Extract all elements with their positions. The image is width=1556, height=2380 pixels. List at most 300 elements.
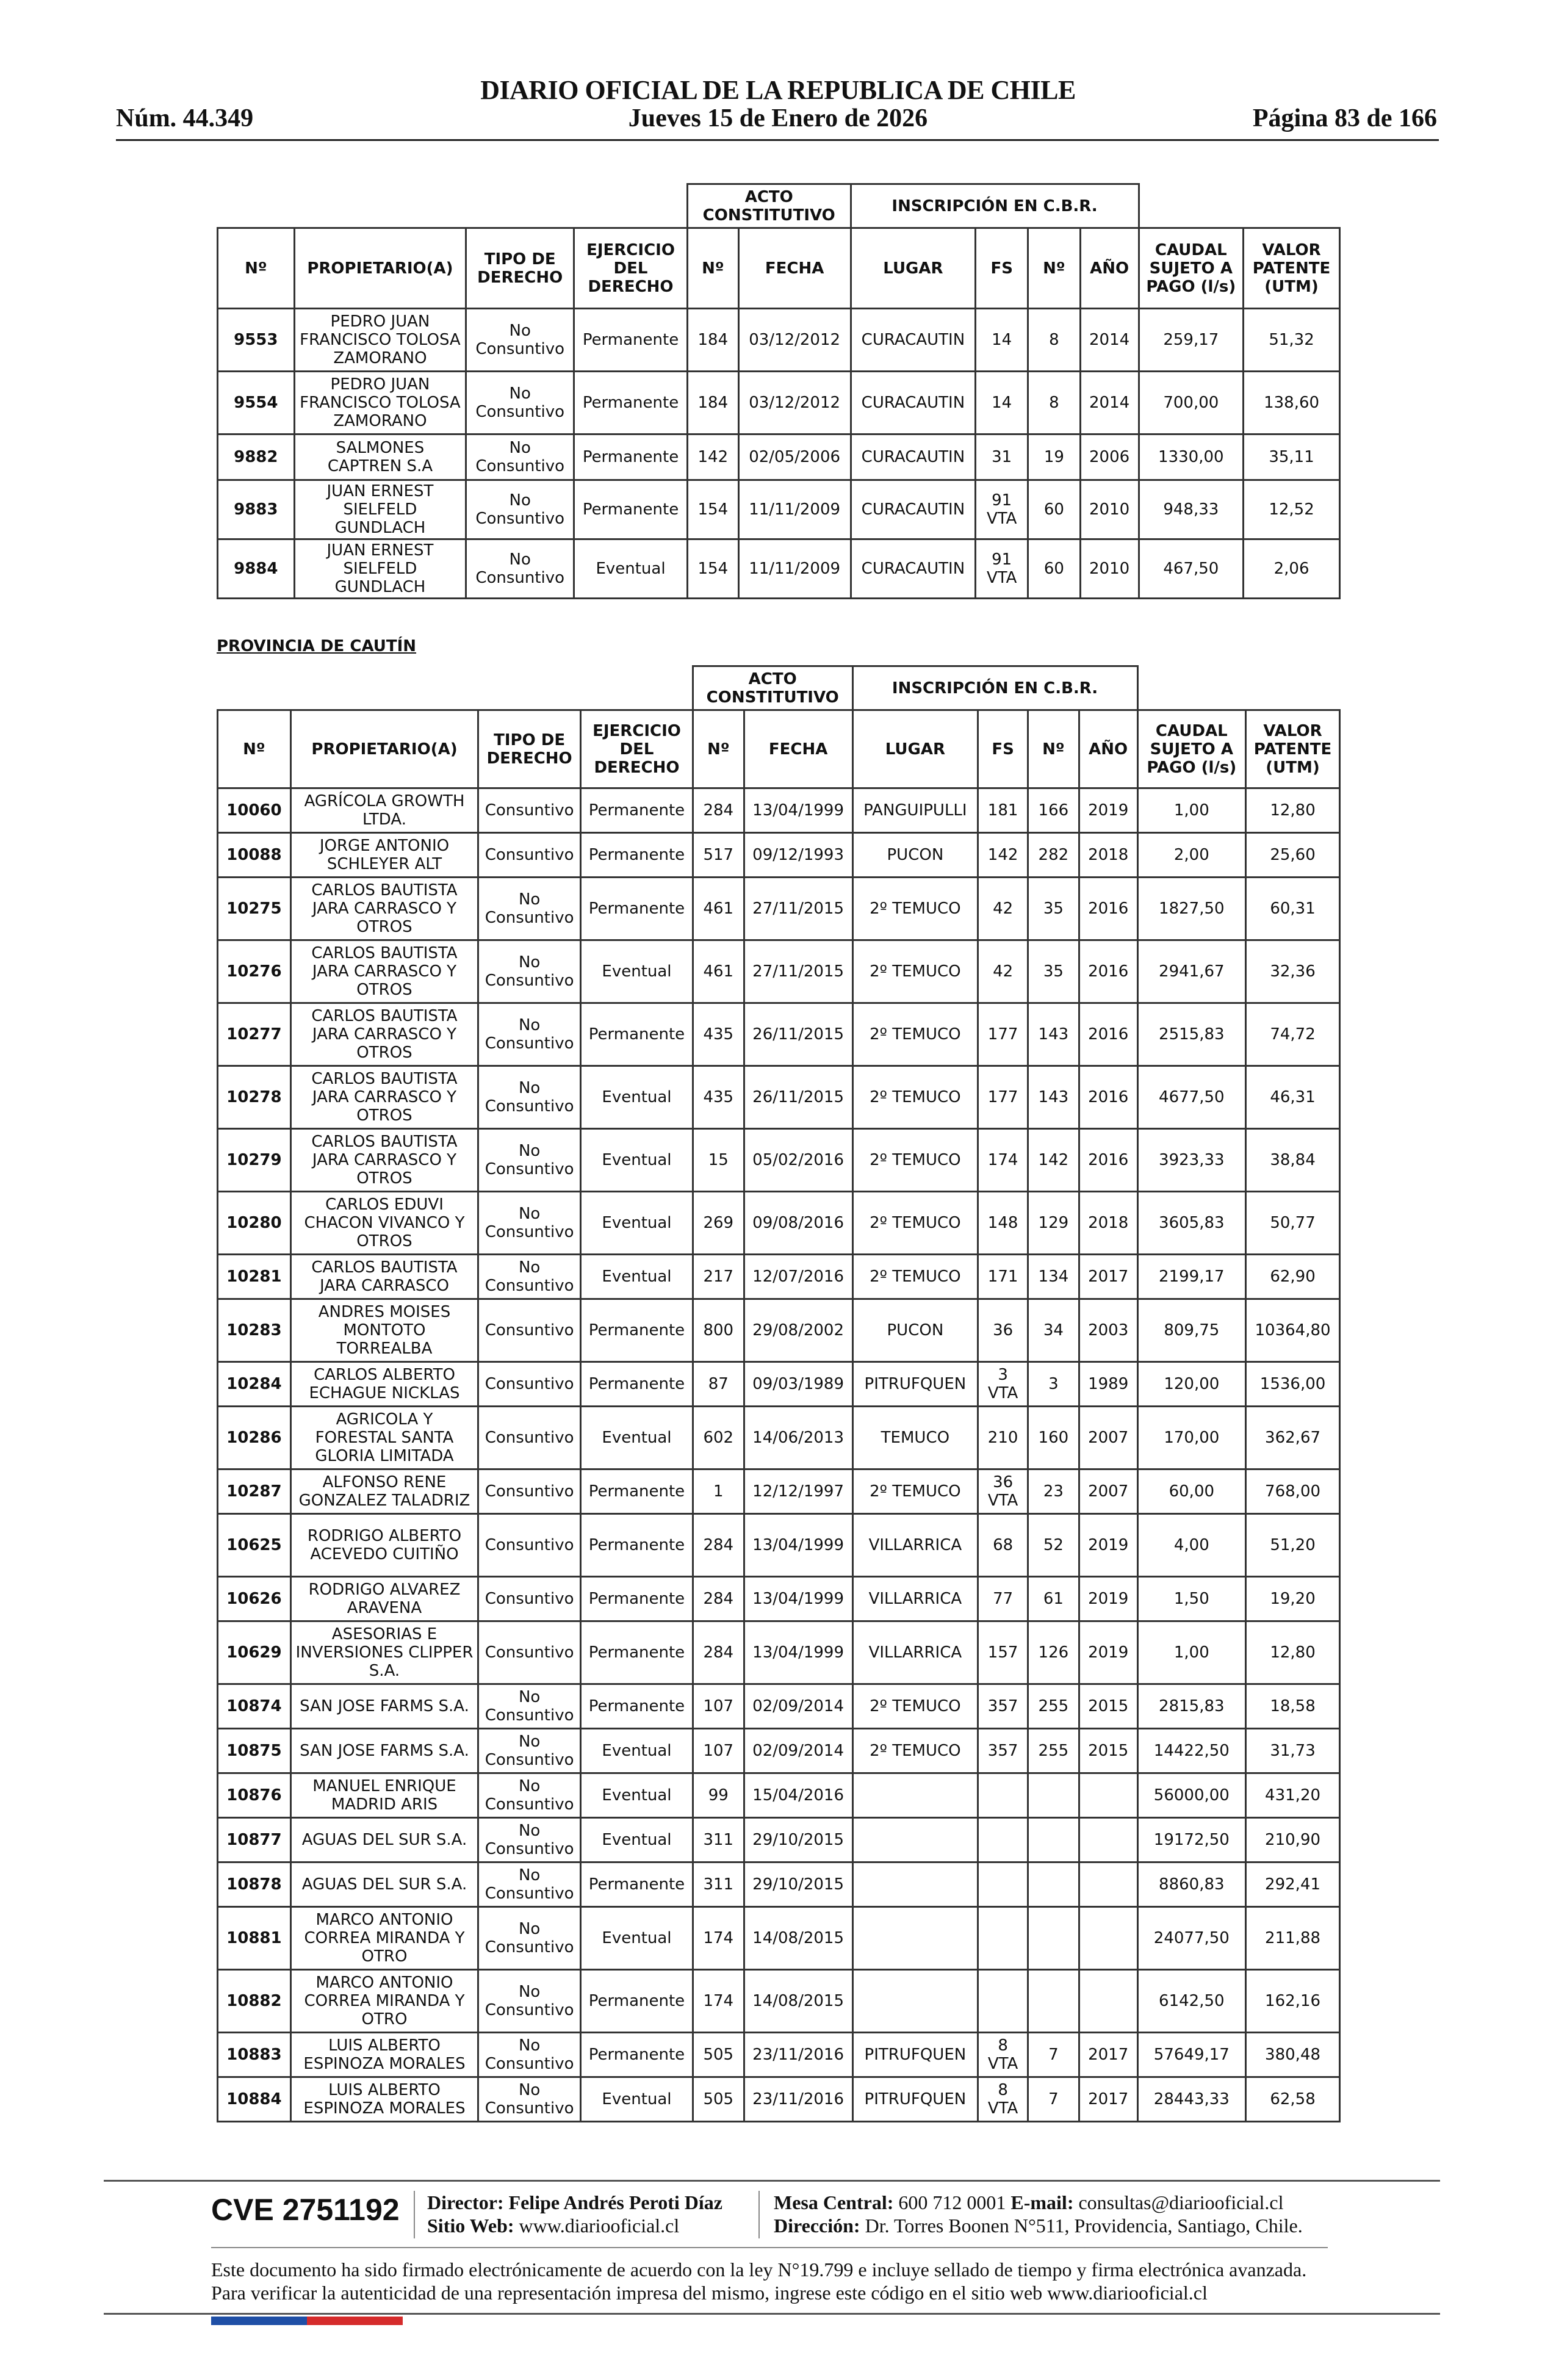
cell-fs (978, 1773, 1028, 1818)
table-row (218, 2033, 1340, 2077)
table-row (218, 1818, 1340, 1863)
cell-year: 2014 (1080, 309, 1139, 372)
cell-fs: 91 VTA (976, 539, 1028, 599)
cell-value: 362,67 (1246, 1407, 1340, 1469)
cell-n: 10878 (218, 1863, 291, 1907)
header-inscr-n: Nº (1028, 228, 1081, 309)
cell-act-n: 311 (693, 1863, 744, 1907)
cell-value: 431,20 (1246, 1773, 1340, 1818)
cell-date: 09/03/1989 (744, 1362, 852, 1407)
cell-type: No Consuntivo (478, 1255, 581, 1299)
cell-inscr-n: 35 (1028, 878, 1079, 940)
cell-fs: 357 (978, 1729, 1028, 1773)
cell-place: 2º TEMUCO (852, 1129, 978, 1192)
cell-type: No Consuntivo (466, 480, 574, 539)
cell-type: Consuntivo (478, 1362, 581, 1407)
cell-inscr-n: 60 (1028, 539, 1081, 599)
cell-value: 380,48 (1246, 2033, 1340, 2077)
legal-notice: Este documento ha sido firmado electrónicamente de acuerdo con la ley N°19.799 e incluye sellado de tiempo y firma electrónica avanzada. Para verificar la autenticidad de una representación impresa del mismo, ingrese este código en el sitio web www.diariooficial.cl (211, 2259, 1307, 2304)
cell-flow: 467,50 (1139, 539, 1244, 599)
address-text: Dr. Torres Boonen N°511, Providencia, Santiago, Chile. (865, 2215, 1303, 2237)
address-label: Dirección: (774, 2215, 860, 2237)
header-act-n: Nº (693, 710, 744, 788)
header-date: FECHA (738, 228, 851, 309)
cell-value: 210,90 (1246, 1818, 1340, 1863)
cell-place: VILLARRICA (852, 1514, 978, 1577)
cell-flow: 2815,83 (1137, 1684, 1246, 1729)
cell-inscr-n: 142 (1028, 1129, 1079, 1192)
cell-value: 162,16 (1246, 1970, 1340, 2033)
cell-flow: 1,00 (1137, 1621, 1246, 1684)
cell-owner: CARLOS EDUVI CHACON VIVANCO Y OTROS (290, 1192, 478, 1255)
header-value: VALOR PATENTE (UTM) (1246, 710, 1340, 788)
cell-n: 10275 (218, 878, 291, 940)
water-rights-table-2 (217, 665, 1341, 2122)
cell-act-n: 99 (693, 1773, 744, 1818)
cell-n: 9883 (218, 480, 295, 539)
cell-n: 10626 (218, 1577, 291, 1621)
cell-type: Consuntivo (478, 833, 581, 878)
cell-fs (978, 1970, 1028, 2033)
cell-flow: 24077,50 (1137, 1907, 1246, 1970)
cell-type: No Consuntivo (466, 435, 574, 480)
header-year: AÑO (1079, 710, 1137, 788)
cell-act-n: 435 (693, 1066, 744, 1129)
header-owner: PROPIETARIO(A) (290, 710, 478, 788)
table-row (218, 1684, 1340, 1729)
cell-exercise: Eventual (581, 1407, 693, 1469)
cell-act-n: 284 (693, 1577, 744, 1621)
cell-date: 03/12/2012 (738, 309, 851, 372)
cell-flow: 809,75 (1137, 1299, 1246, 1362)
cell-exercise: Permanente (581, 1684, 693, 1729)
cell-n: 10280 (218, 1192, 291, 1255)
cell-n: 10877 (218, 1818, 291, 1863)
cell-type: Consuntivo (478, 1299, 581, 1362)
cell-act-n: 505 (693, 2033, 744, 2077)
table-row (218, 1066, 1340, 1129)
cell-place: PITRUFQUEN (852, 1362, 978, 1407)
cell-fs: 31 (976, 435, 1028, 480)
cell-date: 14/08/2015 (744, 1970, 852, 2033)
cell-inscr-n: 8 (1028, 372, 1081, 435)
cell-date: 05/02/2016 (744, 1129, 852, 1192)
cell-value: 50,77 (1246, 1192, 1340, 1255)
cell-place: 2º TEMUCO (852, 1003, 978, 1066)
cell-year: 2019 (1079, 788, 1137, 833)
cell-fs: 36 (978, 1299, 1028, 1362)
cell-year (1079, 1818, 1137, 1863)
cell-type: Consuntivo (478, 1407, 581, 1469)
cell-owner: JUAN ERNEST SIELFELD GUNDLACH (294, 539, 466, 599)
table-row (218, 1255, 1340, 1299)
cell-year: 2010 (1080, 539, 1139, 599)
cell-place: PUCON (852, 833, 978, 878)
cell-value: 18,58 (1246, 1684, 1340, 1729)
cell-inscr-n (1028, 1818, 1079, 1863)
cell-date: 29/10/2015 (744, 1818, 852, 1863)
cell-year: 2016 (1079, 940, 1137, 1003)
cell-owner: ALFONSO RENE GONZALEZ TALADRIZ (290, 1469, 478, 1514)
cell-owner: JUAN ERNEST SIELFELD GUNDLACH (294, 480, 466, 539)
cell-owner: CARLOS BAUTISTA JARA CARRASCO Y OTROS (290, 1129, 478, 1192)
cell-flow: 120,00 (1137, 1362, 1246, 1407)
cell-year: 2018 (1079, 1192, 1137, 1255)
footer-separator-2 (758, 2191, 760, 2238)
table-row (218, 1729, 1340, 1773)
header-fs: FS (976, 228, 1028, 309)
cell-type: No Consuntivo (478, 2077, 581, 2122)
cell-exercise: Eventual (581, 940, 693, 1003)
cell-flow: 19172,50 (1137, 1818, 1246, 1863)
table-row (218, 833, 1340, 878)
table-row (218, 480, 1340, 539)
cell-fs: 8 VTA (978, 2033, 1028, 2077)
cell-place: CURACAUTIN (851, 480, 976, 539)
cell-flow: 2,00 (1137, 833, 1246, 878)
cell-type: Consuntivo (478, 788, 581, 833)
header-date: FECHA (744, 710, 852, 788)
cell-inscr-n: 35 (1028, 940, 1079, 1003)
cell-date: 29/08/2002 (744, 1299, 852, 1362)
cell-flow: 2515,83 (1137, 1003, 1246, 1066)
cell-fs: 171 (978, 1255, 1028, 1299)
cell-n: 9884 (218, 539, 295, 599)
cell-date: 23/11/2016 (744, 2077, 852, 2122)
cell-place: PITRUFQUEN (852, 2033, 978, 2077)
cell-exercise: Permanente (581, 1469, 693, 1514)
cell-act-n: 107 (693, 1684, 744, 1729)
cell-n: 10884 (218, 2077, 291, 2122)
cell-value: 62,58 (1246, 2077, 1340, 2122)
header-divider (116, 139, 1439, 141)
cell-flow: 28443,33 (1137, 2077, 1246, 2122)
cell-inscr-n: 19 (1028, 435, 1081, 480)
cell-exercise: Eventual (581, 1129, 693, 1192)
cell-inscr-n: 166 (1028, 788, 1079, 833)
cell-owner: SALMONES CAPTREN S.A (294, 435, 466, 480)
cell-act-n: 505 (693, 2077, 744, 2122)
cell-n: 10283 (218, 1299, 291, 1362)
cell-act-n: 311 (693, 1818, 744, 1863)
cell-exercise: Eventual (581, 1818, 693, 1863)
cell-type: Consuntivo (478, 1469, 581, 1514)
cell-date: 14/06/2013 (744, 1407, 852, 1469)
page-number: Página 83 de 166 (1252, 104, 1437, 132)
cell-exercise: Permanente (574, 309, 688, 372)
cell-date: 27/11/2015 (744, 878, 852, 940)
cell-flow: 1,00 (1137, 788, 1246, 833)
cell-inscr-n: 34 (1028, 1299, 1079, 1362)
cell-fs: 14 (976, 372, 1028, 435)
cve-code: CVE 2751192 (211, 2193, 400, 2227)
cell-exercise: Permanente (581, 1362, 693, 1407)
cell-fs: 142 (978, 833, 1028, 878)
cell-value: 35,11 (1244, 435, 1340, 480)
footer-mesa-line (774, 2191, 1284, 2214)
cell-value: 12,80 (1246, 788, 1340, 833)
footer-separator-1 (414, 2191, 415, 2238)
cell-type: No Consuntivo (478, 940, 581, 1003)
table-row (218, 1773, 1340, 1818)
cell-owner: CARLOS BAUTISTA JARA CARRASCO Y OTROS (290, 940, 478, 1003)
cell-n: 10284 (218, 1362, 291, 1407)
cell-inscr-n: 255 (1028, 1684, 1079, 1729)
cell-act-n: 142 (687, 435, 738, 480)
cell-flow: 8860,83 (1137, 1863, 1246, 1907)
cell-fs: 77 (978, 1577, 1028, 1621)
cell-place: CURACAUTIN (851, 435, 976, 480)
cell-n: 10277 (218, 1003, 291, 1066)
header-acto-constitutivo: ACTO CONSTITUTIVO (693, 666, 852, 710)
cell-act-n: 800 (693, 1299, 744, 1362)
cell-date: 11/11/2009 (738, 539, 851, 599)
cell-place: 2º TEMUCO (852, 1192, 978, 1255)
table-row (218, 1469, 1340, 1514)
cell-owner: MARCO ANTONIO CORREA MIRANDA Y OTRO (290, 1907, 478, 1970)
cell-n: 9553 (218, 309, 295, 372)
table-row (218, 539, 1340, 599)
cell-n: 10875 (218, 1729, 291, 1773)
cell-date: 26/11/2015 (744, 1066, 852, 1129)
footer-web-line (427, 2214, 679, 2237)
cell-exercise: Permanente (581, 1863, 693, 1907)
cell-inscr-n: 143 (1028, 1066, 1079, 1129)
cell-inscr-n: 160 (1028, 1407, 1079, 1469)
header-acto-constitutivo: ACTO CONSTITUTIVO (687, 184, 851, 228)
cell-act-n: 602 (693, 1407, 744, 1469)
table-row (218, 1514, 1340, 1577)
cell-act-n: 217 (693, 1255, 744, 1299)
web-link[interactable]: www.diariooficial.cl (519, 2215, 680, 2237)
cell-flow: 2941,67 (1137, 940, 1246, 1003)
water-rights-table-1 (217, 183, 1341, 599)
table-row (218, 940, 1340, 1003)
cell-value: 19,20 (1246, 1577, 1340, 1621)
cell-year: 2018 (1079, 833, 1137, 878)
cell-year: 2006 (1080, 435, 1139, 480)
cell-place: CURACAUTIN (851, 539, 976, 599)
header-value: VALOR PATENTE (UTM) (1244, 228, 1340, 309)
table-row (218, 1970, 1340, 2033)
cell-year (1079, 1773, 1137, 1818)
cell-place (852, 1818, 978, 1863)
cell-exercise: Permanente (581, 1003, 693, 1066)
cell-place: 2º TEMUCO (852, 878, 978, 940)
cell-year: 2015 (1079, 1684, 1137, 1729)
cell-fs: 177 (978, 1003, 1028, 1066)
cell-type: No Consuntivo (466, 539, 574, 599)
issue-date: Jueves 15 de Enero de 2026 (628, 104, 928, 132)
cell-act-n: 87 (693, 1362, 744, 1407)
cell-fs: 181 (978, 788, 1028, 833)
cell-exercise: Eventual (581, 2077, 693, 2122)
cell-inscr-n: 134 (1028, 1255, 1079, 1299)
cell-act-n: 435 (693, 1003, 744, 1066)
cell-value: 62,90 (1246, 1255, 1340, 1299)
cell-value: 60,31 (1246, 878, 1340, 940)
cell-inscr-n: 3 (1028, 1362, 1079, 1407)
cell-inscr-n: 61 (1028, 1577, 1079, 1621)
cell-inscr-n: 282 (1028, 833, 1079, 878)
cell-type: No Consuntivo (478, 2033, 581, 2077)
cell-fs: 42 (978, 940, 1028, 1003)
cell-n: 10882 (218, 1970, 291, 2033)
cell-act-n: 284 (693, 1514, 744, 1577)
table-row (218, 1863, 1340, 1907)
header-place: LUGAR (851, 228, 976, 309)
header-year: AÑO (1080, 228, 1139, 309)
cell-flow: 60,00 (1137, 1469, 1246, 1514)
cell-type: No Consuntivo (478, 1192, 581, 1255)
cell-year: 2017 (1079, 2077, 1137, 2122)
cell-place: 2º TEMUCO (852, 1469, 978, 1514)
cell-inscr-n: 23 (1028, 1469, 1079, 1514)
cell-owner: JORGE ANTONIO SCHLEYER ALT (290, 833, 478, 878)
cell-type: No Consuntivo (478, 1818, 581, 1863)
cell-owner: AGUAS DEL SUR S.A. (290, 1818, 478, 1863)
cell-n: 10287 (218, 1469, 291, 1514)
cell-act-n: 284 (693, 1621, 744, 1684)
header-inscripcion-cbr: INSCRIPCIÓN EN C.B.R. (852, 666, 1137, 710)
cell-place (852, 1863, 978, 1907)
cell-type: No Consuntivo (478, 1729, 581, 1773)
cell-place: 2º TEMUCO (852, 1066, 978, 1129)
cell-year: 2016 (1079, 1066, 1137, 1129)
table-row (218, 1299, 1340, 1362)
cell-inscr-n: 52 (1028, 1514, 1079, 1577)
cell-act-n: 461 (693, 878, 744, 940)
footer-director-line (427, 2191, 722, 2214)
cell-act-n: 15 (693, 1129, 744, 1192)
cell-act-n: 461 (693, 940, 744, 1003)
cell-n: 10281 (218, 1255, 291, 1299)
cell-exercise: Eventual (581, 1255, 693, 1299)
cell-type: Consuntivo (478, 1577, 581, 1621)
cell-flow: 4677,50 (1137, 1066, 1246, 1129)
cell-owner: CARLOS BAUTISTA JARA CARRASCO Y OTROS (290, 878, 478, 940)
issue-number: Núm. 44.349 (116, 104, 254, 132)
cell-place: VILLARRICA (852, 1577, 978, 1621)
cell-flow: 170,00 (1137, 1407, 1246, 1469)
cell-flow: 3605,83 (1137, 1192, 1246, 1255)
cell-year: 2019 (1079, 1621, 1137, 1684)
cell-exercise: Eventual (581, 1907, 693, 1970)
cell-fs: 36 VTA (978, 1469, 1028, 1514)
cell-flow: 259,17 (1139, 309, 1244, 372)
cell-value: 12,80 (1246, 1621, 1340, 1684)
cell-year: 1989 (1079, 1362, 1137, 1407)
table-row (218, 1192, 1340, 1255)
cell-place: 2º TEMUCO (852, 1729, 978, 1773)
cell-fs: 8 VTA (978, 2077, 1028, 2122)
cell-year: 2016 (1079, 1129, 1137, 1192)
cell-flow: 2199,17 (1137, 1255, 1246, 1299)
cell-owner: SAN JOSE FARMS S.A. (290, 1729, 478, 1773)
cell-owner: CARLOS BAUTISTA JARA CARRASCO Y OTROS (290, 1066, 478, 1129)
cell-date: 14/08/2015 (744, 1907, 852, 1970)
cell-place: PUCON (852, 1299, 978, 1362)
cell-type: No Consuntivo (478, 1863, 581, 1907)
cell-n: 10625 (218, 1514, 291, 1577)
cell-inscr-n: 129 (1028, 1192, 1079, 1255)
cell-type: No Consuntivo (478, 1970, 581, 2033)
header-fs: FS (978, 710, 1028, 788)
cell-fs (978, 1907, 1028, 1970)
cell-act-n: 174 (693, 1970, 744, 2033)
flag-stripe-red (307, 2317, 403, 2325)
header-place: LUGAR (852, 710, 978, 788)
cell-place: TEMUCO (852, 1407, 978, 1469)
email-link[interactable]: consultas@diariooficial.cl (1078, 2191, 1284, 2213)
cell-year (1079, 1970, 1137, 2033)
cell-type: No Consuntivo (478, 1773, 581, 1818)
cell-inscr-n: 143 (1028, 1003, 1079, 1066)
cell-type: No Consuntivo (478, 1907, 581, 1970)
footer-address-line (774, 2214, 1303, 2237)
cell-value: 46,31 (1246, 1066, 1340, 1129)
cell-date: 09/08/2016 (744, 1192, 852, 1255)
cell-exercise: Permanente (581, 1299, 693, 1362)
cell-act-n: 1 (693, 1469, 744, 1514)
cell-date: 11/11/2009 (738, 480, 851, 539)
cell-fs: 3 VTA (978, 1362, 1028, 1407)
cell-exercise: Eventual (581, 1066, 693, 1129)
cell-date: 09/12/1993 (744, 833, 852, 878)
cell-year: 2007 (1079, 1407, 1137, 1469)
province-heading: PROVINCIA DE CAUTÍN (217, 637, 417, 655)
cell-fs: 91 VTA (976, 480, 1028, 539)
cell-exercise: Permanente (581, 788, 693, 833)
cell-date: 02/09/2014 (744, 1729, 852, 1773)
table-row (218, 788, 1340, 833)
cell-owner: RODRIGO ALBERTO ACEVEDO CUITIÑO (290, 1514, 478, 1577)
cell-fs: 357 (978, 1684, 1028, 1729)
cell-date: 12/07/2016 (744, 1255, 852, 1299)
cell-owner: AGRÍCOLA GROWTH LTDA. (290, 788, 478, 833)
cell-n: 10060 (218, 788, 291, 833)
cell-n: 10286 (218, 1407, 291, 1469)
cell-value: 12,52 (1244, 480, 1340, 539)
cell-owner: AGUAS DEL SUR S.A. (290, 1863, 478, 1907)
header-owner: PROPIETARIO(A) (294, 228, 466, 309)
cell-year: 2003 (1079, 1299, 1137, 1362)
cell-year: 2015 (1079, 1729, 1137, 1773)
cell-flow: 1330,00 (1139, 435, 1244, 480)
cell-inscr-n: 7 (1028, 2033, 1079, 2077)
header-exercise: EJERCICIO DEL DERECHO (574, 228, 688, 309)
cell-owner: ASESORIAS E INVERSIONES CLIPPER S.A. (290, 1621, 478, 1684)
header-n: Nº (218, 710, 291, 788)
header-exercise: EJERCICIO DEL DERECHO (581, 710, 693, 788)
table-row (218, 1621, 1340, 1684)
cell-date: 13/04/1999 (744, 1621, 852, 1684)
cell-fs: 210 (978, 1407, 1028, 1469)
cell-n: 10874 (218, 1684, 291, 1729)
cell-exercise: Eventual (581, 1773, 693, 1818)
cell-type: No Consuntivo (478, 1003, 581, 1066)
cell-exercise: Permanente (581, 878, 693, 940)
cell-inscr-n (1028, 1970, 1079, 2033)
cell-exercise: Permanente (574, 435, 688, 480)
cell-exercise: Permanente (574, 372, 688, 435)
cell-date: 23/11/2016 (744, 2033, 852, 2077)
gazette-title: DIARIO OFICIAL DE LA REPUBLICA DE CHILE (480, 75, 1076, 105)
cell-act-n: 269 (693, 1192, 744, 1255)
cell-flow: 3923,33 (1137, 1129, 1246, 1192)
cell-exercise: Permanente (574, 480, 688, 539)
cell-act-n: 184 (687, 309, 738, 372)
